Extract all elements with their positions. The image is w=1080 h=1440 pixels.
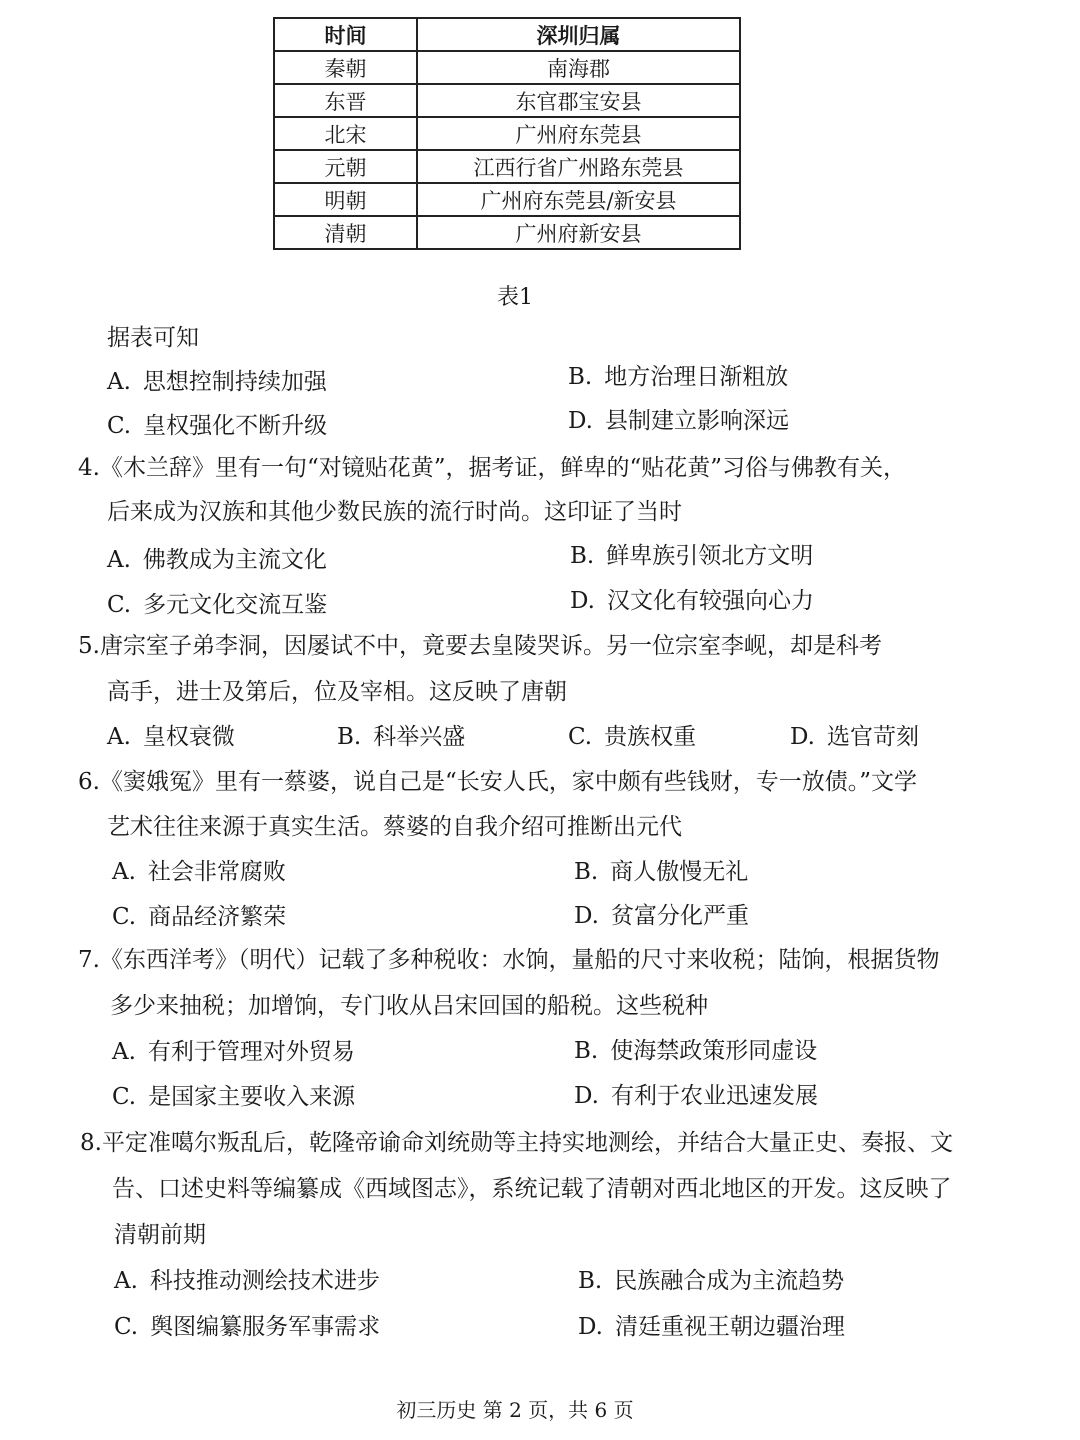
option-text: 贫富分化严重: [610, 903, 749, 929]
question-number: 8.: [80, 1130, 102, 1156]
table-row: [274, 51, 740, 84]
question-number: 4.: [78, 455, 100, 481]
option-text: 皇权衰微: [142, 724, 235, 750]
option-text: 地方治理日渐粗放: [604, 364, 789, 390]
option-key: A.: [107, 369, 131, 395]
option-key: A.: [107, 724, 131, 750]
question-text: 《木兰辞》里有一句“对镜贴花黄”，据考证，鲜卑的“贴花黄”习俗与佛教有关，: [99, 455, 906, 481]
option-key: A.: [107, 547, 131, 573]
option-text: 科技推动测绘技术进步: [149, 1268, 380, 1294]
option-text: 贵族权重: [604, 724, 697, 750]
question-number: 5.: [78, 633, 100, 659]
q7-option-c[interactable]: [112, 1082, 355, 1112]
q7-option-a[interactable]: [112, 1037, 355, 1067]
table-cell: 广州府新安县: [417, 216, 740, 249]
page-footer: 初三历史 第 2 页，共 6 页: [396, 1398, 634, 1422]
option-text: 县制建立影响深远: [604, 408, 789, 434]
option-text: 商人傲慢无礼: [610, 859, 749, 885]
table-header-cell: 时间: [274, 18, 417, 51]
q5-option-a[interactable]: [107, 722, 235, 752]
question-text: 平定准噶尔叛乱后，乾隆帝谕命刘统勋等主持实地测绘，并结合大量正史、奏报、文: [101, 1130, 953, 1156]
q5-option-b[interactable]: [337, 722, 465, 752]
option-text: 选官苛刻: [826, 724, 919, 750]
option-text: 汉文化有较强向心力: [606, 588, 814, 614]
q4-line-2: 后来成为汉族和其他少数民族的流行时尚。这印证了当时: [107, 499, 682, 525]
question-text: 唐宗室子弟李洞，因屡试不中，竟要去皇陵哭诉。另一位宗室李岘，却是科考: [99, 633, 882, 659]
option-text: 鲜卑族引领北方文明: [606, 543, 814, 569]
q8-line-1: [80, 1128, 953, 1158]
q4-option-c[interactable]: [107, 590, 327, 620]
option-key: B.: [570, 543, 595, 569]
q8-option-c[interactable]: [114, 1312, 380, 1342]
q3-option-b[interactable]: [568, 362, 788, 392]
question-number: 6.: [78, 769, 100, 795]
q4-option-a[interactable]: [107, 545, 327, 575]
q3-option-d[interactable]: [568, 406, 789, 436]
option-key: A.: [112, 859, 136, 885]
q7-line-1: [78, 945, 939, 975]
q8-line-2: 告、口述史料等编纂成《西域图志》，系统记载了清朝对西北地区的开发。这反映了: [112, 1176, 952, 1202]
q4-option-b[interactable]: [570, 541, 813, 571]
option-key: D.: [574, 1083, 599, 1109]
table-cell: 广州府东莞县: [417, 117, 740, 150]
q7-option-d[interactable]: [574, 1081, 818, 1111]
option-text: 科举兴盛: [373, 724, 466, 750]
option-key: A.: [114, 1268, 138, 1294]
q6-line-1: [78, 767, 917, 797]
q6-option-b[interactable]: [574, 857, 748, 887]
option-key: D.: [790, 724, 815, 750]
table-row: [274, 183, 740, 216]
option-key: C.: [107, 592, 132, 618]
table-cell: 东晋: [274, 84, 417, 117]
option-key: C.: [112, 904, 137, 930]
option-key: B.: [568, 364, 593, 390]
option-text: 是国家主要收入来源: [148, 1084, 356, 1110]
q6-line-2: 艺术往往来源于真实生活。蔡婆的自我介绍可推断出元代: [107, 814, 682, 840]
option-key: A.: [112, 1039, 136, 1065]
option-text: 佛教成为主流文化: [142, 547, 327, 573]
table-cell: 南海郡: [417, 51, 740, 84]
q5-option-d[interactable]: [790, 722, 919, 752]
q5-line-2: 高手，进士及第后，位及宰相。这反映了唐朝: [107, 679, 567, 705]
table-cell: 元朝: [274, 150, 417, 183]
option-text: 清廷重视王朝边疆治理: [614, 1314, 845, 1340]
option-text: 皇权强化不断升级: [143, 413, 328, 439]
table-cell: 清朝: [274, 216, 417, 249]
q7-option-b[interactable]: [574, 1036, 817, 1066]
option-key: D.: [578, 1314, 603, 1340]
table-cell: 北宋: [274, 117, 417, 150]
option-key: C.: [107, 413, 132, 439]
q3-stem: 据表可知: [107, 325, 199, 351]
question-number: 7.: [78, 947, 100, 973]
table-row: [274, 216, 740, 249]
q6-option-c[interactable]: [112, 902, 286, 932]
option-text: 思想控制持续加强: [142, 369, 327, 395]
table-row: [274, 84, 740, 117]
q5-line-1: [78, 631, 882, 661]
q3-option-c[interactable]: [107, 411, 327, 441]
question-text: 《东西洋考》（明代）记载了多种税收：水饷，量船的尺寸来收税；陆饷，根据货物: [99, 947, 940, 973]
q3-option-a[interactable]: [107, 367, 327, 397]
table-row: [274, 150, 740, 183]
table-row: [274, 117, 740, 150]
shenzhen-affiliation-table: [273, 17, 741, 250]
q8-line-3: 清朝前期: [114, 1222, 206, 1248]
option-text: 使海禁政策形同虚设: [610, 1038, 818, 1064]
option-key: B.: [574, 859, 599, 885]
option-text: 社会非常腐败: [147, 859, 286, 885]
question-text: 《窦娥冤》里有一蔡婆，说自己是“长安人氏，家中颇有些钱财，专一放债。”文学: [99, 769, 917, 795]
option-key: D.: [568, 408, 593, 434]
option-key: B.: [578, 1268, 603, 1294]
q8-option-a[interactable]: [114, 1266, 380, 1296]
option-text: 有利于管理对外贸易: [147, 1039, 355, 1065]
q6-option-d[interactable]: [574, 901, 749, 931]
q8-option-b[interactable]: [578, 1266, 844, 1296]
q5-option-c[interactable]: [568, 722, 696, 752]
table-header-row: [274, 18, 740, 51]
option-key: C.: [114, 1314, 139, 1340]
q4-option-d[interactable]: [570, 586, 814, 616]
table-cell: 明朝: [274, 183, 417, 216]
option-text: 多元文化交流互鉴: [143, 592, 328, 618]
q6-option-a[interactable]: [112, 857, 286, 887]
table-cell: 东官郡宝安县: [417, 84, 740, 117]
option-text: 商品经济繁荣: [148, 904, 287, 930]
option-text: 舆图编纂服务军事需求: [150, 1314, 381, 1340]
q8-option-d[interactable]: [578, 1312, 845, 1342]
option-text: 有利于农业迅速发展: [610, 1083, 818, 1109]
option-key: C.: [112, 1084, 137, 1110]
table-cell: 江西行省广州路东莞县: [417, 150, 740, 183]
option-key: D.: [574, 903, 599, 929]
table-caption: 表1: [497, 285, 533, 310]
table-cell: 秦朝: [274, 51, 417, 84]
option-text: 民族融合成为主流趋势: [614, 1268, 845, 1294]
table-cell: 广州府东莞县/新安县: [417, 183, 740, 216]
option-key: B.: [337, 724, 362, 750]
table-header-cell: 深圳归属: [417, 18, 740, 51]
q4-line-1: [78, 453, 906, 483]
option-key: D.: [570, 588, 595, 614]
q7-line-2: 多少来抽税；加增饷，专门收从吕宋回国的船税。这些税种: [110, 993, 708, 1019]
option-key: C.: [568, 724, 593, 750]
option-key: B.: [574, 1038, 599, 1064]
